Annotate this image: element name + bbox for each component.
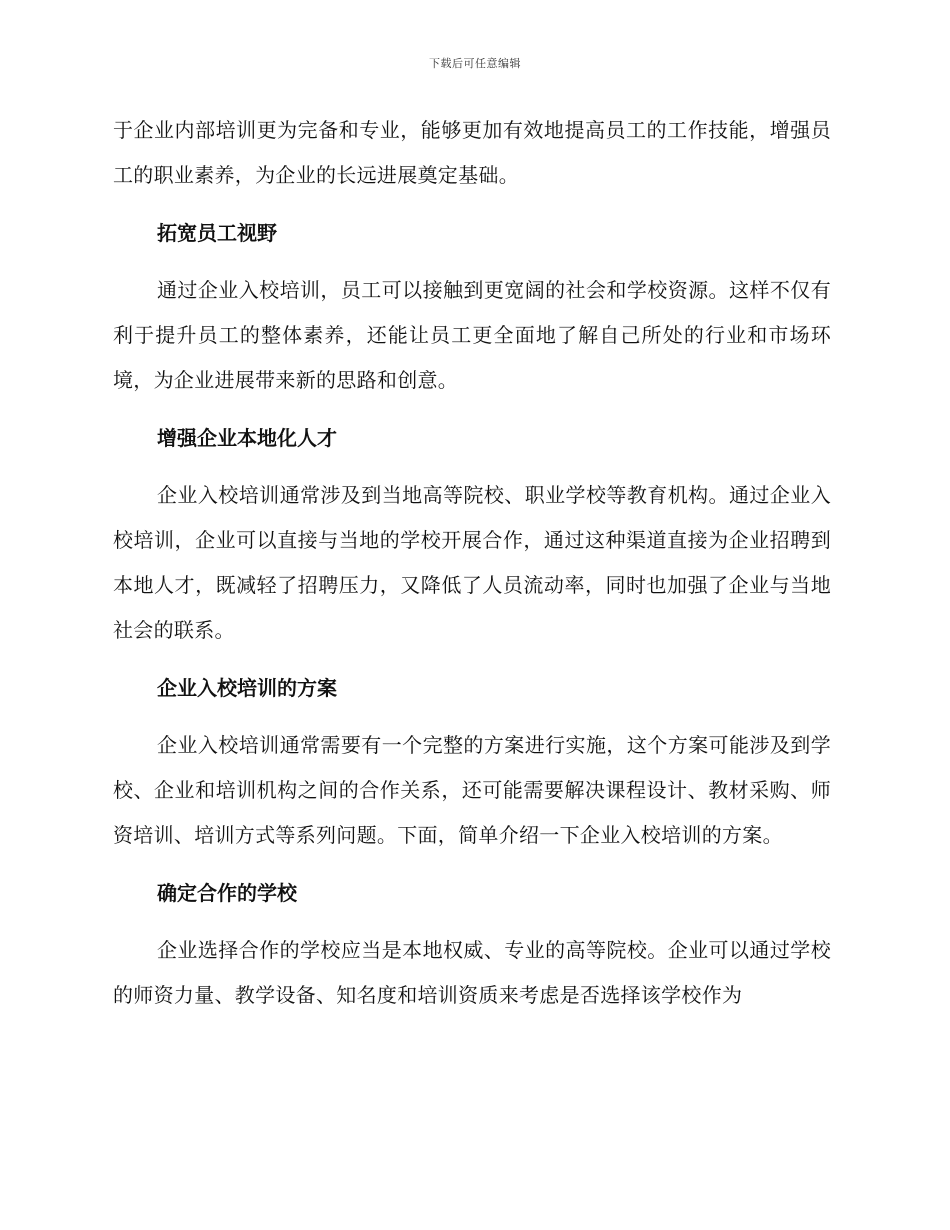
document-body: [113, 108, 831, 1018]
section-paragraph: 通过企业入校培训，员工可以接触到更宽阔的社会和学校资源。这样不仅有利于提升员工的整体素养，还能让员工更全面地了解自己所处的行业和市场环境，为企业进展带来新的思路和创意。: [113, 278, 831, 392]
section-4: [113, 870, 831, 1018]
section-paragraph: 企业选择合作的学校应当是本地权威、专业的高等院校。企业可以通过学校的师资力量、教学设备、知名度和培训资质来考虑是否选择该学校作为: [113, 938, 831, 1007]
section-1: [113, 210, 831, 403]
section-paragraph: 企业入校培训通常需要有一个完整的方案进行实施，这个方案可能涉及到学校、企业和培训机构之间的合作关系，还可能需要解决课程设计、教材采购、师资培训、培训方式等系列问题。下面，简单介绍一下企业入校培训的方案。: [113, 733, 831, 847]
section-paragraph: 企业入校培训通常涉及到当地高等院校、职业学校等教育机构。通过企业入校培训，企业可以直接与当地的学校开展合作，通过这种渠道直接为企业招聘到本地人才，既减轻了招聘压力，又降低了人员流动率，同时也加强了企业与当地社会的联系。: [113, 483, 831, 642]
section-3: [113, 665, 831, 858]
header-note: 下载后可任意编辑: [429, 57, 521, 70]
intro-paragraph: 于企业内部培训更为完备和专业，能够更加有效地提高员工的工作技能，增强员工的职业素养，为企业的长远进展奠定基础。: [113, 118, 831, 187]
section-heading: 拓宽员工视野: [157, 221, 277, 245]
section-heading: 企业入校培训的方案: [157, 676, 337, 700]
section-heading: 确定合作的学校: [157, 881, 297, 905]
section-heading: 增强企业本地化人才: [157, 426, 337, 450]
section-2: [113, 415, 831, 653]
